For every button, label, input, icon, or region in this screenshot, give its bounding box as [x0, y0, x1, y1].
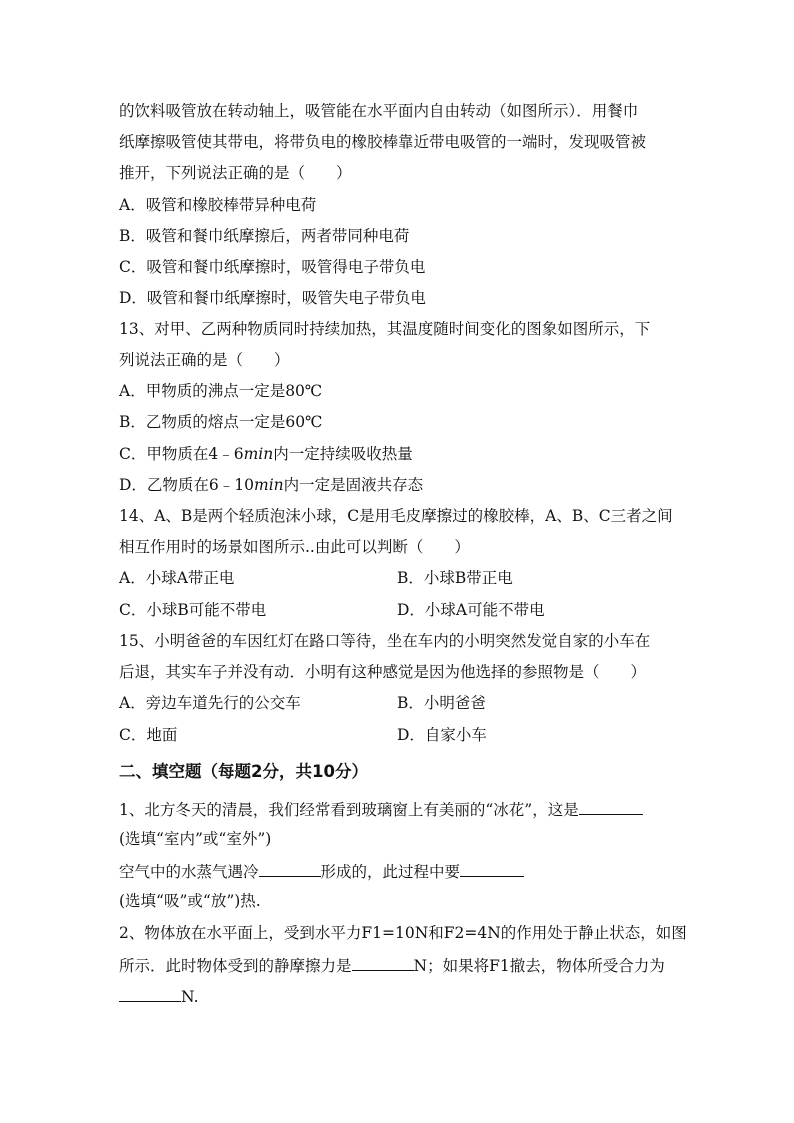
- q13-option-c-unit: min: [243, 445, 274, 463]
- fill2-line-3-post: N.: [181, 988, 199, 1006]
- fill1-blank-2[interactable]: [259, 860, 321, 877]
- q14-stem-line-2: 相互作用时的场景如图所示..由此可以判断（ ）: [119, 538, 470, 556]
- q14-option-c: C．小球B可能不带电: [119, 601, 267, 619]
- q13-option-d-pre: D．乙物质在6﹣10: [119, 476, 255, 494]
- q14-option-b: B．小球B带正电: [397, 569, 513, 587]
- fill1-line-3-pre: 空气中的水蒸气遇冷: [119, 863, 259, 881]
- q12-option-b: B．吸管和餐巾纸摩擦后，两者带同种电荷: [119, 227, 410, 245]
- fill2-line-2-post: N；如果将F1撤去，物体所受合力为: [413, 957, 665, 975]
- q12-stem-line-2: 纸摩擦吸管使其带电，将带负电的橡胶棒靠近带电吸管的一端时，发现吸管被: [119, 133, 647, 151]
- q15-stem-line-1: 15、小明爸爸的车因红灯在路口等待，坐在车内的小明突然发觉自家的小车在: [119, 632, 651, 650]
- q13-option-d-unit: min: [254, 476, 284, 494]
- fill2-blank-1[interactable]: [352, 954, 414, 971]
- q13-option-d: [119, 475, 423, 495]
- fill2-line-1: 2、物体放在水平面上，受到水平力F1=10N和F2=4N的作用处于静止状态，如图: [119, 924, 687, 942]
- fill1-line-4: (选填“吸”或“放”)热.: [119, 892, 261, 910]
- fill1-blank-1[interactable]: [579, 798, 643, 815]
- fill1-line-1-text: 1、北方冬天的清晨，我们经常看到玻璃窗上有美丽的“冰花”，这是: [119, 801, 579, 819]
- fill2-line-2-pre: 所示．此时物体受到的静摩擦力是: [119, 957, 352, 975]
- q14-option-d: D．小球A可能不带电: [397, 601, 545, 619]
- q13-option-d-post: 内一定是固液共存态: [283, 476, 424, 494]
- q15-stem-line-2: 后退，其实车子并没有动．小明有这种感觉是因为他选择的参照物是（ ）: [119, 663, 647, 681]
- fill1-line-3-mid: 形成的，此过程中要: [320, 863, 461, 881]
- fill1-blank-3[interactable]: [460, 860, 524, 877]
- q13-option-c-post: 内一定持续吸收热量: [273, 445, 413, 463]
- q13-option-c-pre: C．甲物质在4﹣6: [119, 445, 244, 463]
- section-2-heading: 二、填空题（每题2分，共10分）: [119, 762, 368, 781]
- q14-stem-line-1: 14、A、B是两个轻质泡沫小球，C是用毛皮摩擦过的橡胶棒，A、B、C三者之间: [119, 507, 673, 525]
- q12-option-a: A．吸管和橡胶棒带异种电荷: [119, 196, 317, 214]
- q15-option-c: C．地面: [119, 726, 178, 744]
- fill2-line-3: [119, 985, 199, 1007]
- q12-option-c: C．吸管和餐巾纸摩擦时，吸管得电子带负电: [119, 258, 426, 276]
- q13-stem-line-1: 13、对甲、乙两种物质同时持续加热，其温度随时间变化的图象如图所示，下: [119, 320, 651, 338]
- q13-stem-line-2: 列说法正确的是（ ）: [119, 351, 290, 369]
- q15-option-b: B．小明爸爸: [397, 694, 486, 712]
- q13-option-c: [119, 444, 413, 464]
- q12-stem-line-3: 推开，下列说法正确的是（ ）: [119, 164, 352, 182]
- fill2-line-2: [119, 954, 665, 976]
- q15-option-a: A．旁边车道先行的公交车: [119, 694, 301, 712]
- fill1-line-2: (选填“室内”或“室外”): [119, 830, 272, 848]
- fill1-line-3: [119, 860, 524, 882]
- q13-option-b: B．乙物质的熔点一定是60℃: [119, 413, 323, 431]
- fill2-blank-2[interactable]: [119, 985, 181, 1002]
- q15-option-d: D．自家小车: [397, 726, 487, 744]
- q13-option-a: A．甲物质的沸点一定是80℃: [119, 382, 323, 400]
- fill1-line-1: [119, 798, 643, 820]
- q14-option-a: A．小球A带正电: [119, 569, 235, 587]
- q12-option-d: D．吸管和餐巾纸摩擦时，吸管失电子带负电: [119, 289, 426, 307]
- q12-stem-line-1: 的饮料吸管放在转动轴上，吸管能在水平面内自由转动（如图所示）．用餐巾: [119, 102, 639, 120]
